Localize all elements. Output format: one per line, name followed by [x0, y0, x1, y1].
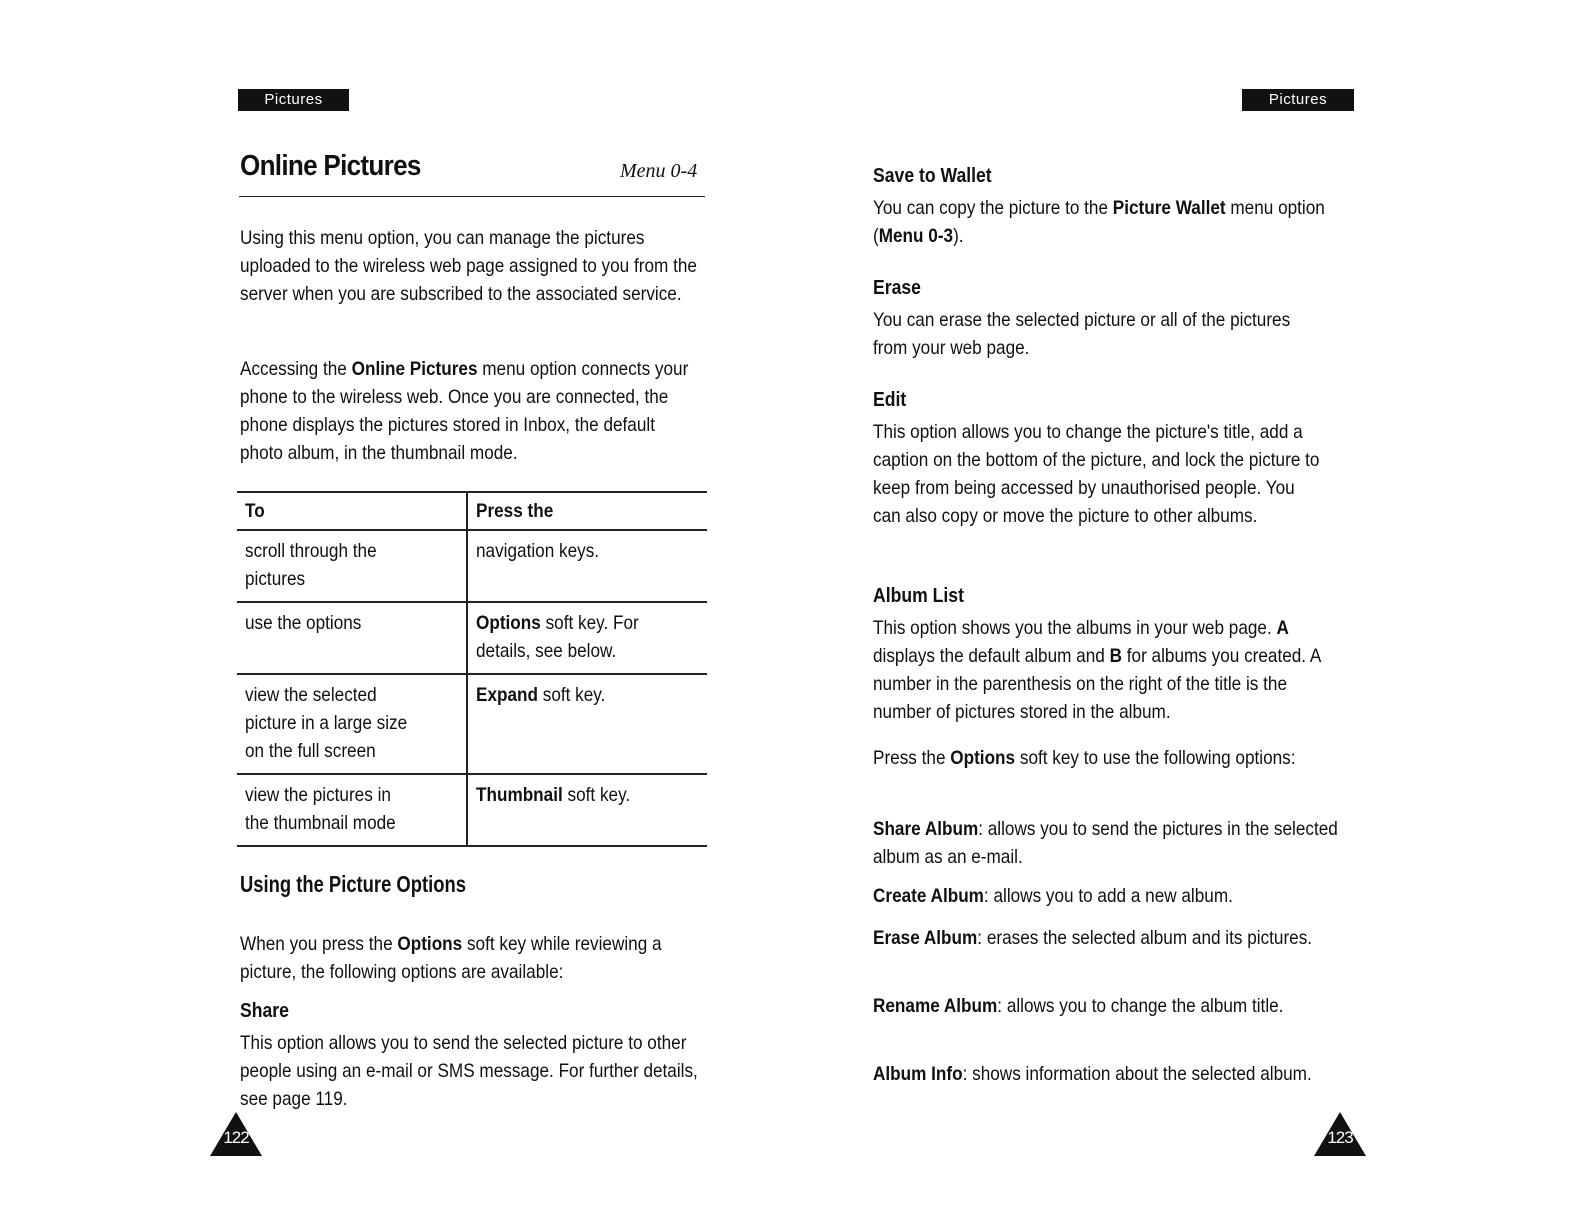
- table-cell-press: Options soft key. For details, see below.: [476, 612, 639, 662]
- edit-heading: Edit: [873, 389, 907, 411]
- section-heading: Using the Picture Options: [240, 871, 466, 897]
- album-option-share: Share Album: allows you to send the pictures in the selected album as an e-mail.: [873, 818, 1338, 868]
- table-cell-to: use the options: [237, 602, 467, 674]
- table-cell-to: view the pictures in the thumbnail mode: [237, 774, 467, 846]
- table-header-row: [237, 492, 707, 530]
- page-title: Online Pictures: [240, 150, 421, 182]
- album-option-rename: Rename Album: allows you to change the album title.: [873, 995, 1284, 1017]
- album-option-erase: Erase Album: erases the selected album and its pictures.: [873, 927, 1313, 949]
- erase-paragraph: You can erase the selected picture or all of the pictures from your web page.: [873, 309, 1291, 359]
- page-number-marker: [208, 1110, 264, 1158]
- access-paragraph: Accessing the Online Pictures menu option connects your phone to the wireless web. Once you are connected, the phone displays the pictures stored in Inbox, the default photo album, in the thumbnail mode.: [240, 358, 689, 464]
- table-cell-press: Thumbnail soft key.: [476, 784, 631, 806]
- album-list-paragraph: This option shows you the albums in your web page. A displays the default album and B for albums you created. A number in the parenthesis on the right of the title is the number of pictures stored in the album.: [873, 617, 1321, 723]
- album-option-create: Create Album: allows you to add a new album.: [873, 885, 1233, 907]
- options-intro-paragraph: When you press the Options soft key while reviewing a picture, the following options are available:: [240, 933, 662, 983]
- share-heading: Share: [240, 1000, 289, 1022]
- page-number: 123: [1327, 1128, 1353, 1147]
- album-option-info: Album Info: shows information about the selected album.: [873, 1063, 1312, 1085]
- page-number: 122: [223, 1128, 249, 1147]
- section-tab: Pictures: [238, 89, 349, 111]
- table-row: [237, 774, 707, 846]
- right-page: [792, 0, 1584, 1223]
- table-cell-to: scroll through the pictures: [237, 530, 467, 602]
- album-list-heading: Album List: [873, 585, 964, 607]
- edit-paragraph: This option allows you to change the picture's title, add a caption on the bottom of the picture, and lock the picture to keep from being accessed by unauthorised people. You can also copy or move the picture to other albums.: [873, 421, 1320, 527]
- save-to-wallet-heading: Save to Wallet: [873, 165, 992, 187]
- save-to-wallet-paragraph: You can copy the picture to the Picture Wallet menu option (Menu 0-3).: [873, 197, 1325, 247]
- table-cell-press: Expand soft key.: [476, 684, 606, 706]
- table-header-press: Press the: [476, 500, 554, 522]
- table-row: [237, 530, 707, 602]
- title-rule: [239, 196, 705, 197]
- erase-heading: Erase: [873, 277, 921, 299]
- menu-reference: Menu 0-4: [620, 160, 698, 182]
- press-options-paragraph: Press the Options soft key to use the following options:: [873, 747, 1296, 769]
- page-number-marker: [1312, 1110, 1368, 1158]
- table-row: [237, 602, 707, 674]
- table-cell-press: navigation keys.: [476, 540, 600, 562]
- intro-paragraph: Using this menu option, you can manage the pictures uploaded to the wireless web page assigned to you from the server when you are subscribed to the associated service.: [240, 227, 697, 305]
- table-row: [237, 674, 707, 774]
- share-paragraph: This option allows you to send the selected picture to other people using an e-mail or SMS message. For further details, see page 119.: [240, 1032, 698, 1110]
- section-tab: Pictures: [1242, 89, 1354, 111]
- table-cell-to: view the selected picture in a large size on the full screen: [237, 674, 467, 774]
- table-header-to: To: [237, 492, 467, 530]
- key-actions-table: [237, 491, 707, 847]
